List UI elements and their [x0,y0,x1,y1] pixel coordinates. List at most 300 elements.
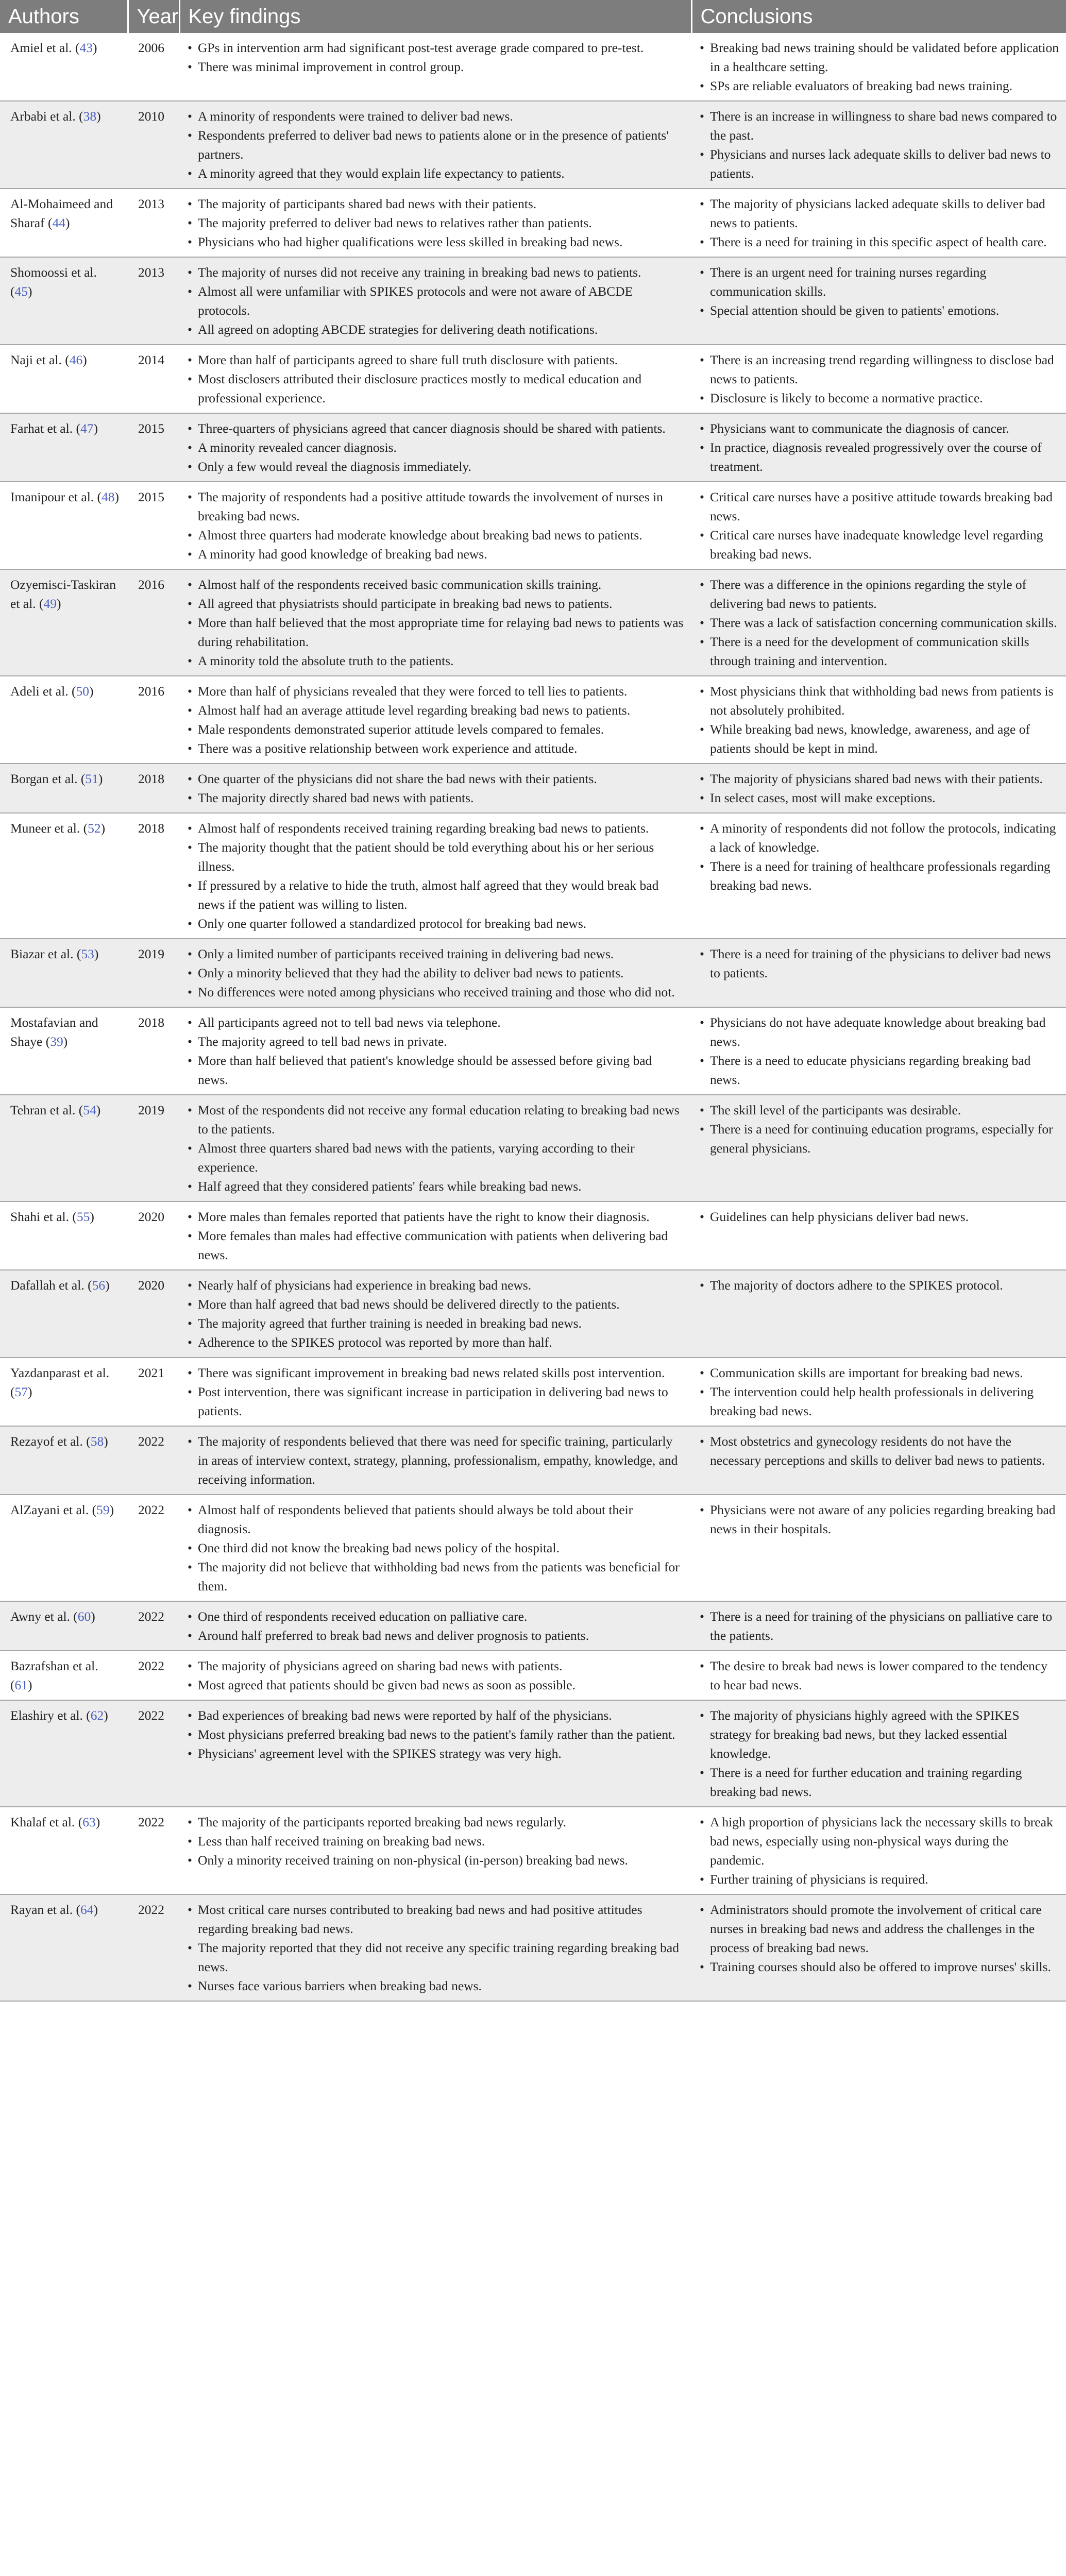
year-cell: 2013 [128,257,179,345]
finding-item: • A minority agreed that they would explain life expectancy to patients. [187,164,685,183]
finding-item: • One quarter of the physicians did not share the bad news with their patients. [187,769,685,788]
conclusions-cell [691,813,1066,939]
year-cell: 2019 [128,1095,179,1201]
finding-item: • Adherence to the SPIKES protocol was reported by more than half. [187,1333,685,1352]
conclusions-cell [691,1426,1066,1495]
author-name: Muneer et al. [10,821,80,836]
findings-list [187,487,685,564]
conclusion-item: • There is an urgent need for training nurses regarding communication skills. [699,263,1060,301]
finding-item: • Only a minority believed that they had the ability to deliver bad news to patients. [187,963,685,982]
findings-list [187,1013,685,1089]
reference-link[interactable]: 63 [82,1815,96,1829]
table-row [0,1426,1066,1495]
conclusions-list [699,1100,1060,1158]
findings-cell [179,676,691,764]
finding-item: • No differences were noted among physicians who received training and those who did not. [187,982,685,1002]
conclusions-cell [691,939,1066,1007]
author-name: Imanipour et al. [10,489,94,504]
reference-link[interactable]: 46 [69,352,83,367]
author-cell: Biazar et al. (53) [0,939,128,1007]
conclusion-item: • The majority of physicians lacked adequate skills to deliver bad news to patients. [699,194,1060,232]
findings-list [187,1207,685,1264]
reference-link[interactable]: 54 [83,1103,96,1117]
findings-cell [179,1807,691,1894]
conclusions-cell [691,1700,1066,1807]
conclusion-item: • Administrators should promote the involvement of critical care nurses in breaking bad news and address the challenges in the process of breaking bad news. [699,1900,1060,1957]
finding-item: • Most of the respondents did not receive any formal education relating to breaking bad news to the patients. [187,1100,685,1139]
author-cell: Imanipour et al. (48) [0,482,128,569]
finding-item: • A minority had good knowledge of breaking bad news. [187,545,685,564]
conclusions-list [699,819,1060,895]
findings-cell [179,1095,691,1201]
conclusions-cell [691,482,1066,569]
finding-item: • The majority of physicians agreed on sharing bad news with patients. [187,1656,685,1675]
conclusions-list [699,1013,1060,1089]
conclusion-item: • A high proportion of physicians lack the necessary skills to break bad news, especially using non-physical ways during the pandemic. [699,1812,1060,1870]
conclusions-cell [691,101,1066,189]
year-cell: 2022 [128,1700,179,1807]
author-cell: Shahi et al. (55) [0,1201,128,1270]
findings-list [187,1100,685,1196]
table-row [0,189,1066,257]
findings-list [187,944,685,1002]
author-cell: Shomoossi et al. (45) [0,257,128,345]
findings-cell [179,257,691,345]
author-name: Biazar et al. [10,946,74,961]
conclusions-list [699,38,1060,95]
reference-link[interactable]: 45 [14,284,28,299]
table-row [0,1807,1066,1894]
findings-cell [179,101,691,189]
table-row [0,1495,1066,1601]
header-conclusions: Conclusions [691,0,1066,33]
findings-cell [179,345,691,413]
finding-item: • All agreed on adopting ABCDE strategies for delivering death notifications. [187,320,685,339]
conclusions-list [699,487,1060,564]
table-row [0,482,1066,569]
finding-item: • The majority thought that the patient should be told everything about his or her serious illness. [187,838,685,876]
reference-link[interactable]: 52 [88,821,101,836]
author-cell: Elashiry et al. (62) [0,1700,128,1807]
findings-cell [179,1270,691,1358]
reference-link[interactable]: 50 [76,684,89,699]
conclusions-list [699,944,1060,982]
reference-link[interactable]: 47 [80,421,94,436]
conclusions-cell [691,33,1066,101]
finding-item: • Almost all were unfamiliar with SPIKES protocols and were not aware of ABCDE protocols. [187,282,685,320]
conclusion-item: • There was a lack of satisfaction concerning communication skills. [699,613,1060,632]
conclusion-item: • Physicians want to communicate the diagnosis of cancer. [699,419,1060,438]
conclusions-cell [691,1007,1066,1095]
finding-item: • Male respondents demonstrated superior attitude levels compared to females. [187,720,685,739]
finding-item: • Most agreed that patients should be given bad news as soon as possible. [187,1675,685,1694]
finding-item: • Bad experiences of breaking bad news were reported by half of the physicians. [187,1706,685,1725]
finding-item: • Post intervention, there was significant increase in participation in delivering bad news to patients. [187,1382,685,1420]
author-cell: Dafallah et al. (56) [0,1270,128,1358]
reference-link[interactable]: 39 [50,1034,63,1049]
finding-item: • Almost half of respondents received training regarding breaking bad news to patients. [187,819,685,838]
reference-link[interactable]: 49 [43,596,57,611]
findings-cell [179,1651,691,1700]
author-cell: Naji et al. (46) [0,345,128,413]
year-cell: 2006 [128,33,179,101]
finding-item: • The majority of the participants reported breaking bad news regularly. [187,1812,685,1832]
year-cell: 2016 [128,676,179,764]
finding-item: • GPs in intervention arm had significant post-test average grade compared to pre-test. [187,38,685,57]
author-name: Arbabi et al. [10,109,76,124]
conclusion-item: • There was a difference in the opinions regarding the style of delivering bad news to patients. [699,575,1060,613]
conclusions-list [699,682,1060,758]
conclusion-item: • There is a need for training of the physicians on palliative care to the patients. [699,1607,1060,1645]
reference-link[interactable]: 38 [83,109,97,124]
conclusions-cell [691,569,1066,676]
finding-item: • All participants agreed not to tell bad news via telephone. [187,1013,685,1032]
year-cell: 2022 [128,1601,179,1651]
finding-item: • Nearly half of physicians had experience in breaking bad news. [187,1276,685,1295]
author-name: Rayan et al. [10,1902,73,1917]
finding-item: • Most disclosers attributed their disclosure practices mostly to medical education and professional experience. [187,369,685,408]
author-cell: Muneer et al. (52) [0,813,128,939]
conclusion-item: • Critical care nurses have a positive attitude towards breaking bad news. [699,487,1060,526]
finding-item: • The majority agreed to tell bad news in private. [187,1032,685,1051]
year-cell: 2018 [128,813,179,939]
reference-link[interactable]: 64 [80,1902,94,1917]
conclusions-list [699,1812,1060,1889]
findings-list [187,575,685,670]
table-row [0,569,1066,676]
table-row [0,1894,1066,2001]
finding-item: • Less than half received training on breaking bad news. [187,1832,685,1851]
conclusions-cell [691,1095,1066,1201]
reference-link[interactable]: 59 [96,1502,110,1517]
author-cell: Ozyemisci-Taskiran et al. (49) [0,569,128,676]
conclusion-item: • Communication skills are important for breaking bad news. [699,1363,1060,1382]
finding-item: • The majority of respondents believed that there was need for specific training, particularly in areas of interview context, strategy, planning, professionalism, empathy, knowledge, and receiving information. [187,1432,685,1489]
author-name: Al-Mohaimeed and Sharaf [10,196,113,230]
findings-cell [179,764,691,813]
table-row [0,1270,1066,1358]
author-name: AlZayani et al. [10,1502,89,1517]
findings-list [187,1276,685,1352]
conclusions-cell [691,345,1066,413]
finding-item: • One third of respondents received education on palliative care. [187,1607,685,1626]
conclusion-item: • While breaking bad news, knowledge, awareness, and age of patients should be kept in mind. [699,720,1060,758]
conclusions-list [699,1432,1060,1470]
finding-item: • A minority of respondents were trained to deliver bad news. [187,107,685,126]
conclusions-list [699,107,1060,183]
conclusions-cell [691,1270,1066,1358]
year-cell: 2016 [128,569,179,676]
conclusion-item: • There is a need for the development of communication skills through training and intervention. [699,632,1060,670]
finding-item: • Three-quarters of physicians agreed that cancer diagnosis should be shared with patients. [187,419,685,438]
findings-list [187,350,685,408]
author-cell: Khalaf et al. (63) [0,1807,128,1894]
finding-item: • Almost half of respondents believed that patients should always be told about their diagnosis. [187,1500,685,1538]
conclusions-list [699,1500,1060,1538]
finding-item: • The majority of nurses did not receive any training in breaking bad news to patients. [187,263,685,282]
finding-item: • There was a positive relationship between work experience and attitude. [187,739,685,758]
conclusion-item: • The majority of physicians highly agreed with the SPIKES strategy for breaking bad news, but they lacked essential knowledge. [699,1706,1060,1763]
conclusions-list [699,769,1060,807]
conclusion-item: • There is a need for training of the physicians to deliver bad news to patients. [699,944,1060,982]
conclusion-item: • Guidelines can help physicians deliver bad news. [699,1207,1060,1226]
reference-link[interactable]: 43 [79,40,93,55]
header-key-findings: Key findings [179,0,691,33]
reference-link[interactable]: 57 [14,1384,28,1399]
author-cell: AlZayani et al. (59) [0,1495,128,1601]
conclusion-item: • The intervention could help health professionals in delivering breaking bad news. [699,1382,1060,1420]
findings-cell [179,482,691,569]
author-name: Ozyemisci-Taskiran et al. [10,577,116,611]
conclusions-cell [691,1601,1066,1651]
table-row [0,1601,1066,1651]
conclusions-list [699,575,1060,670]
conclusions-cell [691,413,1066,482]
findings-list [187,419,685,476]
findings-list [187,1706,685,1763]
table-row [0,813,1066,939]
conclusions-list [699,1276,1060,1295]
author-cell: Tehran et al. (54) [0,1095,128,1201]
finding-item: • There was significant improvement in breaking bad news related skills post intervention. [187,1363,685,1382]
author-name: Shahi et al. [10,1209,70,1224]
year-cell: 2019 [128,939,179,1007]
author-cell: Bazrafshan et al. (61) [0,1651,128,1700]
reference-link[interactable]: 53 [81,946,94,961]
reference-link[interactable]: 60 [77,1609,91,1624]
findings-cell [179,813,691,939]
conclusions-cell [691,1201,1066,1270]
reference-link[interactable]: 51 [85,771,98,786]
header-year: Year [128,0,179,33]
findings-list [187,1812,685,1870]
year-cell: 2022 [128,1651,179,1700]
findings-cell [179,1601,691,1651]
finding-item: • All agreed that physiatrists should participate in breaking bad news to patients. [187,594,685,613]
year-cell: 2022 [128,1807,179,1894]
conclusions-list [699,350,1060,408]
table-row [0,1095,1066,1201]
conclusion-item: • The majority of physicians shared bad news with their patients. [699,769,1060,788]
finding-item: • Nurses face various barriers when breaking bad news. [187,1976,685,1995]
conclusion-item: • The majority of doctors adhere to the SPIKES protocol. [699,1276,1060,1295]
finding-item: • More than half of participants agreed to share full truth disclosure with patients. [187,350,685,369]
reference-link[interactable]: 48 [101,489,115,504]
author-name: Elashiry et al. [10,1708,83,1723]
conclusions-list [699,194,1060,251]
reference-link[interactable]: 56 [92,1278,106,1293]
finding-item: • The majority preferred to deliver bad news to relatives rather than patients. [187,213,685,232]
finding-item: • Almost half had an average attitude level regarding breaking bad news to patients. [187,701,685,720]
year-cell: 2022 [128,1426,179,1495]
finding-item: • The majority of participants shared bad news with their patients. [187,194,685,213]
reference-link[interactable]: 44 [52,215,65,230]
author-name: Farhat et al. [10,421,73,436]
findings-list [187,1900,685,1995]
author-cell: Borgan et al. (51) [0,764,128,813]
finding-item: • Only one quarter followed a standardized protocol for breaking bad news. [187,914,685,933]
finding-item: • Almost three quarters shared bad news with the patients, varying according to their experience. [187,1139,685,1177]
table-row [0,257,1066,345]
author-name: Khalaf et al. [10,1815,75,1829]
author-cell: Amiel et al. (43) [0,33,128,101]
author-name: Yazdanparast et al. [10,1365,110,1380]
conclusions-cell [691,764,1066,813]
table-row [0,764,1066,813]
finding-item: • Respondents preferred to deliver bad news to patients alone or in the presence of patients' partners. [187,126,685,164]
conclusion-item: • There is an increasing trend regarding willingness to disclose bad news to patients. [699,350,1060,388]
finding-item: • Physicians' agreement level with the SPIKES strategy was very high. [187,1744,685,1763]
table-row [0,1651,1066,1700]
year-cell: 2014 [128,345,179,413]
findings-cell [179,569,691,676]
conclusion-item: • Physicians were not aware of any policies regarding breaking bad news in their hospitals. [699,1500,1060,1538]
table-row [0,1358,1066,1426]
finding-item: • Around half preferred to break bad news and deliver prognosis to patients. [187,1626,685,1645]
author-cell: Yazdanparast et al. (57) [0,1358,128,1426]
findings-list [187,819,685,933]
findings-cell [179,939,691,1007]
author-name: Borgan et al. [10,771,78,786]
conclusions-cell [691,1894,1066,2001]
year-cell: 2015 [128,413,179,482]
finding-item: • Almost three quarters had moderate knowledge about breaking bad news to patients. [187,526,685,545]
year-cell: 2013 [128,189,179,257]
table-row [0,1700,1066,1807]
finding-item: • Only a few would reveal the diagnosis immediately. [187,457,685,476]
finding-item: • More females than males had effective communication with patients when delivering bad news. [187,1226,685,1264]
conclusion-item: • Most physicians think that withholding bad news from patients is not absolutely prohibited. [699,682,1060,720]
conclusions-cell [691,257,1066,345]
header-row [0,0,1066,33]
conclusions-list [699,1900,1060,1976]
finding-item: • The majority did not believe that withholding bad news from the patients was beneficial for them. [187,1557,685,1596]
findings-list [187,1607,685,1645]
table-row [0,101,1066,189]
reference-link[interactable]: 62 [90,1708,104,1723]
table-row [0,676,1066,764]
reference-link[interactable]: 61 [14,1677,28,1692]
conclusion-item: • There is a need for training in this specific aspect of health care. [699,232,1060,251]
conclusion-item: • There is a need for training of healthcare professionals regarding breaking bad news. [699,857,1060,895]
header-authors: Authors [0,0,128,33]
finding-item: • More males than females reported that patients have the right to know their diagnosis. [187,1207,685,1226]
finding-item: • If pressured by a relative to hide the truth, almost half agreed that they would break bad news if the patient was willing to listen. [187,876,685,914]
findings-cell [179,1358,691,1426]
conclusions-list [699,1656,1060,1694]
findings-cell [179,33,691,101]
conclusions-cell [691,1495,1066,1601]
finding-item: • The majority reported that they did not receive any specific training regarding breaking bad news. [187,1938,685,1976]
finding-item: • Most physicians preferred breaking bad news to the patient's family rather than the patient. [187,1725,685,1744]
finding-item: • Physicians who had higher qualifications were less skilled in breaking bad news. [187,232,685,251]
findings-cell [179,1894,691,2001]
author-name: Rezayof et al. [10,1434,83,1449]
conclusion-item: • There is a need to educate physicians regarding breaking bad news. [699,1051,1060,1089]
table-row [0,939,1066,1007]
table-row [0,413,1066,482]
conclusion-item: • The skill level of the participants was desirable. [699,1100,1060,1120]
findings-cell [179,1007,691,1095]
author-cell: Adeli et al. (50) [0,676,128,764]
year-cell: 2022 [128,1894,179,2001]
finding-item: • Only a limited number of participants received training in delivering bad news. [187,944,685,963]
year-cell: 2021 [128,1358,179,1426]
conclusions-list [699,1363,1060,1420]
conclusion-item: • Special attention should be given to patients' emotions. [699,301,1060,320]
conclusions-list [699,1706,1060,1801]
year-cell: 2020 [128,1201,179,1270]
author-cell: Al-Mohaimeed and Sharaf (44) [0,189,128,257]
conclusion-item: • Physicians do not have adequate knowledge about breaking bad news. [699,1013,1060,1051]
year-cell: 2022 [128,1495,179,1601]
conclusion-item: • The desire to break bad news is lower compared to the tendency to hear bad news. [699,1656,1060,1694]
reference-link[interactable]: 58 [90,1434,104,1449]
findings-cell [179,413,691,482]
findings-list [187,38,685,76]
finding-item: • A minority revealed cancer diagnosis. [187,438,685,457]
findings-cell [179,1201,691,1270]
conclusion-item: • Most obstetrics and gynecology residents do not have the necessary perceptions and skills to deliver bad news to patients. [699,1432,1060,1470]
author-cell: Rezayof et al. (58) [0,1426,128,1495]
year-cell: 2018 [128,1007,179,1095]
finding-item: • The majority directly shared bad news with patients. [187,788,685,807]
author-name: Adeli et al. [10,684,69,699]
author-cell: Rayan et al. (64) [0,1894,128,2001]
findings-list [187,1363,685,1420]
year-cell: 2010 [128,101,179,189]
findings-cell [179,1495,691,1601]
finding-item: • There was minimal improvement in control group. [187,57,685,76]
finding-item: • More than half believed that the most appropriate time for relaying bad news to patients was during rehabilitation. [187,613,685,651]
author-name: Amiel et al. [10,40,72,55]
conclusions-cell [691,189,1066,257]
author-name: Awny et al. [10,1609,70,1624]
conclusion-item: • Disclosure is likely to become a normative practice. [699,388,1060,408]
author-name: Naji et al. [10,352,62,367]
table-header [0,0,1066,33]
findings-list [187,263,685,339]
table-row [0,1007,1066,1095]
conclusions-cell [691,1358,1066,1426]
conclusions-cell [691,1651,1066,1700]
table-row [0,33,1066,101]
finding-item: • Only a minority received training on non-physical (in-person) breaking bad news. [187,1851,685,1870]
conclusion-item: • Physicians and nurses lack adequate skills to deliver bad news to patients. [699,145,1060,183]
conclusions-list [699,419,1060,476]
conclusion-item: • Further training of physicians is required. [699,1870,1060,1889]
conclusion-item: • SPs are reliable evaluators of breaking bad news training. [699,76,1060,95]
findings-list [187,682,685,758]
reference-link[interactable]: 55 [76,1209,90,1224]
author-name: Tehran et al. [10,1103,76,1117]
conclusion-item: • In select cases, most will make exceptions. [699,788,1060,807]
author-cell: Mostafavian and Shaye (39) [0,1007,128,1095]
findings-list [187,769,685,807]
conclusion-item: • Training courses should also be offered to improve nurses' skills. [699,1957,1060,1976]
author-name: Mostafavian and Shaye [10,1015,98,1049]
conclusion-item: • There is a need for further education and training regarding breaking bad news. [699,1763,1060,1801]
year-cell: 2020 [128,1270,179,1358]
table-row [0,345,1066,413]
conclusion-item: • A minority of respondents did not follow the protocols, indicating a lack of knowledge. [699,819,1060,857]
finding-item: • More than half of physicians revealed that they were forced to tell lies to patients. [187,682,685,701]
conclusions-cell [691,1807,1066,1894]
finding-item: • The majority of respondents had a positive attitude towards the involvement of nurses in breaking bad news. [187,487,685,526]
author-name: Dafallah et al. [10,1278,84,1293]
findings-list [187,194,685,251]
finding-item: • The majority agreed that further training is needed in breaking bad news. [187,1314,685,1333]
